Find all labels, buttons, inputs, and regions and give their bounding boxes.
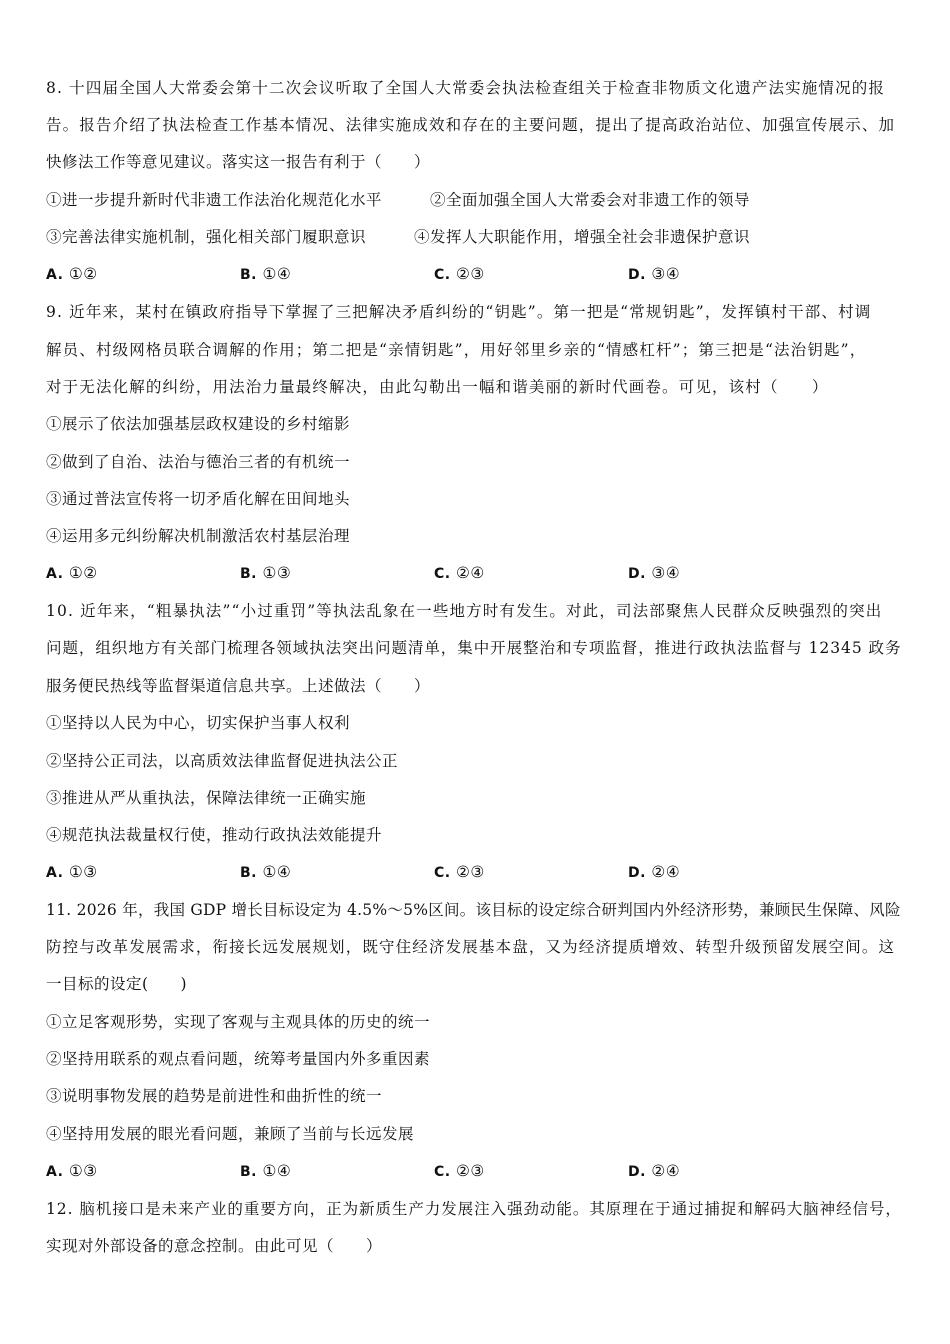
question-8-statement-row-1 — [46, 189, 906, 211]
option-key: C. — [434, 267, 451, 283]
statement-2: ②做到了自治、法治与德治三者的有机统一 — [46, 453, 351, 471]
option-a[interactable] — [46, 1160, 98, 1183]
question-10-line-2: 问题，组织地方有关部门梳理各领域执法突出问题清单，集中开展整治和专项监督，推进行政执法监督与 12345 政务 — [46, 639, 902, 657]
question-12-line-1: 12. 脑机接口是未来产业的重要方向，正为新质生产力发展注入强劲动能。其原理在于通过捕捉和解码大脑神经信号， — [46, 1200, 902, 1218]
option-key: C. — [434, 865, 451, 881]
option-c[interactable] — [434, 861, 485, 884]
question-8-line-3: 快修法工作等意见建议。落实这一报告有利于（ ） — [46, 153, 431, 171]
question-8-statement-row-2 — [46, 226, 906, 248]
statement-1: ①展示了依法加强基层政权建设的乡村缩影 — [46, 415, 351, 433]
statement-3: ③说明事物发展的趋势是前进性和曲折性的统一 — [46, 1087, 383, 1105]
option-d[interactable] — [628, 1160, 680, 1183]
statement-1: ①坚持以人民为中心，切实保护当事人权利 — [46, 714, 351, 732]
question-11-options — [46, 1160, 906, 1182]
question-11-line-1: 11. 2026 年，我国 GDP 增长目标设定为 4.5%～5%区间。该目标的设定综合研判国内外经济形势，兼顾民生保障、风险 — [46, 901, 901, 919]
option-value: ②④ — [456, 564, 485, 582]
question-12-line-2: 实现对外部设备的意念控制。由此可见（ ） — [46, 1237, 383, 1255]
question-11-line-2: 防控与改革发展需求，衔接长远发展规划，既守住经济发展基本盘，又为经济提质增效、转型升级预留发展空间。这 — [46, 938, 896, 956]
option-d[interactable] — [628, 263, 680, 286]
option-key: B. — [240, 267, 257, 283]
question-9-line-1: 9. 近年来，某村在镇政府指导下掌握了三把解决矛盾纠纷的“钥匙”。第一把是“常规钥匙”，发挥镇村干部、村调 — [46, 303, 872, 321]
option-c[interactable] — [434, 263, 485, 286]
question-10-line-3: 服务便民热线等监督渠道信息共享。上述做法（ ） — [46, 677, 431, 695]
option-key: B. — [240, 865, 257, 881]
option-key: B. — [240, 566, 257, 582]
option-value: ②③ — [456, 265, 485, 283]
question-8-options — [46, 263, 906, 285]
option-value: ②③ — [456, 863, 485, 881]
statement-1: ①进一步提升新时代非遗工作法治化规范化水平 — [46, 191, 383, 209]
option-c[interactable] — [434, 1160, 485, 1183]
option-key: A. — [46, 267, 64, 283]
option-value: ③④ — [651, 564, 681, 582]
statement-4: ④发挥人大职能作用，增强全社会非遗保护意识 — [414, 228, 751, 246]
option-value: ②③ — [456, 1162, 485, 1180]
question-9-line-2: 解员、村级网格员联合调解的作用；第二把是“亲情钥匙”，用好邻里乡亲的“情感杠杆”；第三把是“法治钥匙”， — [46, 341, 867, 359]
option-value: ①④ — [262, 1162, 292, 1180]
option-d[interactable] — [628, 861, 680, 884]
option-b[interactable] — [240, 861, 291, 884]
question-9-options — [46, 562, 906, 584]
option-value: ①③ — [68, 863, 98, 881]
option-c[interactable] — [434, 562, 485, 585]
option-value: ①② — [68, 265, 98, 283]
option-key: A. — [46, 1164, 64, 1180]
question-9-line-3: 对于无法化解的纠纷，用法治力量最终解决，由此勾勒出一幅和谐美丽的新时代画卷。可见，该村（ ） — [46, 378, 829, 396]
statement-3: ③完善法律实施机制，强化相关部门履职意识 — [46, 228, 367, 246]
statement-2: ②坚持用联系的观点看问题，统筹考量国内外多重因素 — [46, 1050, 431, 1068]
statement-4: ④规范执法裁量权行使，推动行政执法效能提升 — [46, 826, 383, 844]
option-key: C. — [434, 1164, 451, 1180]
question-8-line-1: 8. 十四届全国人大常委会第十二次会议听取了全国人大常委会执法检查组关于检查非物质文化遗产法实施情况的报 — [46, 79, 886, 97]
option-b[interactable] — [240, 1160, 291, 1183]
question-10-options — [46, 861, 906, 883]
option-a[interactable] — [46, 562, 98, 585]
option-key: D. — [628, 267, 646, 283]
option-b[interactable] — [240, 562, 291, 585]
option-key: D. — [628, 1164, 646, 1180]
option-b[interactable] — [240, 263, 291, 286]
option-value: ①④ — [262, 863, 292, 881]
question-8-line-2: 告。报告介绍了执法检查工作基本情况、法律实施成效和存在的主要问题，提出了提高政治站位、加强宣传展示、加 — [46, 116, 896, 134]
option-key: A. — [46, 865, 64, 881]
option-key: B. — [240, 1164, 257, 1180]
option-a[interactable] — [46, 861, 98, 884]
option-d[interactable] — [628, 562, 680, 585]
option-key: D. — [628, 865, 646, 881]
statement-3: ③推进从严从重执法，保障法律统一正确实施 — [46, 789, 367, 807]
question-10-line-1: 10. 近年来，“粗暴执法”“小过重罚”等执法乱象在一些地方时有发生。对此，司法部聚焦人民群众反映强烈的突出 — [46, 602, 883, 620]
statement-4: ④运用多元纠纷解决机制激活农村基层治理 — [46, 527, 351, 545]
statement-1: ①立足客观形势，实现了客观与主观具体的历史的统一 — [46, 1013, 431, 1031]
option-value: ③④ — [651, 265, 681, 283]
option-value: ①③ — [262, 564, 292, 582]
option-value: ①② — [68, 564, 98, 582]
statement-2: ②坚持公正司法，以高质效法律监督促进执法公正 — [46, 752, 399, 770]
option-key: C. — [434, 566, 451, 582]
option-key: D. — [628, 566, 646, 582]
option-value: ②④ — [651, 1162, 681, 1180]
option-a[interactable] — [46, 263, 98, 286]
question-11-line-3: 一目标的设定( ) — [46, 975, 188, 993]
option-value: ①④ — [262, 265, 292, 283]
option-key: A. — [46, 566, 64, 582]
statement-4: ④坚持用发展的眼光看问题，兼顾了当前与长远发展 — [46, 1125, 415, 1143]
option-value: ②④ — [651, 863, 681, 881]
option-value: ①③ — [68, 1162, 98, 1180]
statement-2: ②全面加强全国人大常委会对非遗工作的领导 — [430, 191, 751, 209]
statement-3: ③通过普法宣传将一切矛盾化解在田间地头 — [46, 490, 351, 508]
